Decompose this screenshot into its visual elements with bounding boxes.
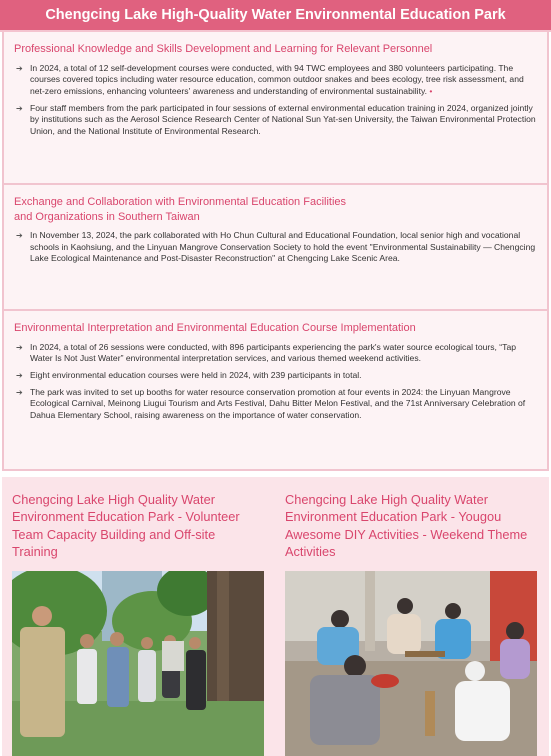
arrow-right-icon: ➔ [16, 231, 23, 240]
item-text: Eight environmental education courses were held in 2024, with 239 participants in total. [30, 369, 362, 380]
card-title: Chengcing Lake High Quality Water Environment Education Park - Yougou Awesome DIY Activities - Weekend Theme Activities [285, 492, 528, 559]
card-title: Chengcing Lake High Quality Water Environment Education Park - Volunteer Team Capacity Building and Off-site Training [12, 492, 240, 559]
list-item [14, 103, 537, 138]
list-item [14, 63, 537, 98]
photo-gallery [2, 477, 549, 756]
section-professional-development [4, 32, 547, 185]
section-title: Environmental Interpretation and Environmental Education Course Implementation [14, 322, 416, 334]
arrow-right-icon: ➔ [16, 103, 23, 113]
photo-card-diy-activities [285, 491, 537, 563]
photo-card-volunteer-training [12, 491, 264, 563]
item-text: In 2024, a total of 12 self-development courses were conducted, with 94 TWC employees and 380 volunteers participating. The courses covered topics including water resource education, common outdoor snakes and bees ecology, tree risk assessment, and net-zero emissions, enhancing volunteers' awareness and understanding of environmental sustainability. [30, 62, 524, 96]
page-title: Chengcing Lake High-Quality Water Environmental Education Park [0, 0, 551, 32]
arrow-right-icon: ➔ [16, 370, 23, 380]
arrow-right-icon: ➔ [16, 387, 23, 397]
arrow-right-icon: ➔ [16, 342, 23, 352]
arrow-right-icon: ➔ [16, 63, 23, 73]
section-title: Exchange and Collaboration with Environmental Education Facilities and Organizations in Southern Taiwan [14, 196, 347, 223]
item-text: Four staff members from the park participated in four sessions of external environmental education training in 2024, organized jointly by institutions such as the Aerosol Science Research Center of National Sun Yat-sen University, the Taiwan Environmental Protection Union, and the National Institute of Environmental Research. [30, 102, 536, 137]
bullet-dot-icon: • [427, 85, 433, 96]
item-text: The park was invited to set up booths for water resource conservation promotion at four events in 2024: the Linyuan Mangrove Ecological Carnival, Meinong Liugui Tourism and Arts Festival, Dahu Bitter Melon Festival, and the 71st Anniversary Celebration of Dahua Elementary School, raising awareness on the importance of water conservation. [30, 386, 526, 421]
item-text: In November 13, 2024, the park collaborated with Ho Chun Cultural and Educational Foundation, local senior high and vocational schools in Kaohsiung, and the Linyuan Mangrove Conservation Society to hold the event "Environmental Sustainability — Chengcing Lake Ecological Maintenance and Post-Disaster Reconstruction" at Chengcing Lake Scenic Area. [30, 230, 536, 264]
section-interpretation [4, 311, 547, 471]
list-item [14, 342, 537, 365]
content-panel [2, 32, 549, 471]
section-title: Professional Knowledge and Skills Development and Learning for Relevant Personnel [14, 43, 433, 55]
item-text: In 2024, a total of 26 sessions were conducted, with 896 participants experiencing the park's water source ecological tours, “Tap Water Is Not Just Water” environmental interpretation services, and various themed weekend activities. [30, 341, 517, 364]
list-item [14, 230, 537, 265]
list-item [14, 370, 537, 382]
diy-activities-photo [285, 571, 537, 756]
volunteer-training-photo [12, 571, 264, 756]
section-exchange-collaboration [4, 185, 547, 311]
list-item [14, 387, 537, 422]
